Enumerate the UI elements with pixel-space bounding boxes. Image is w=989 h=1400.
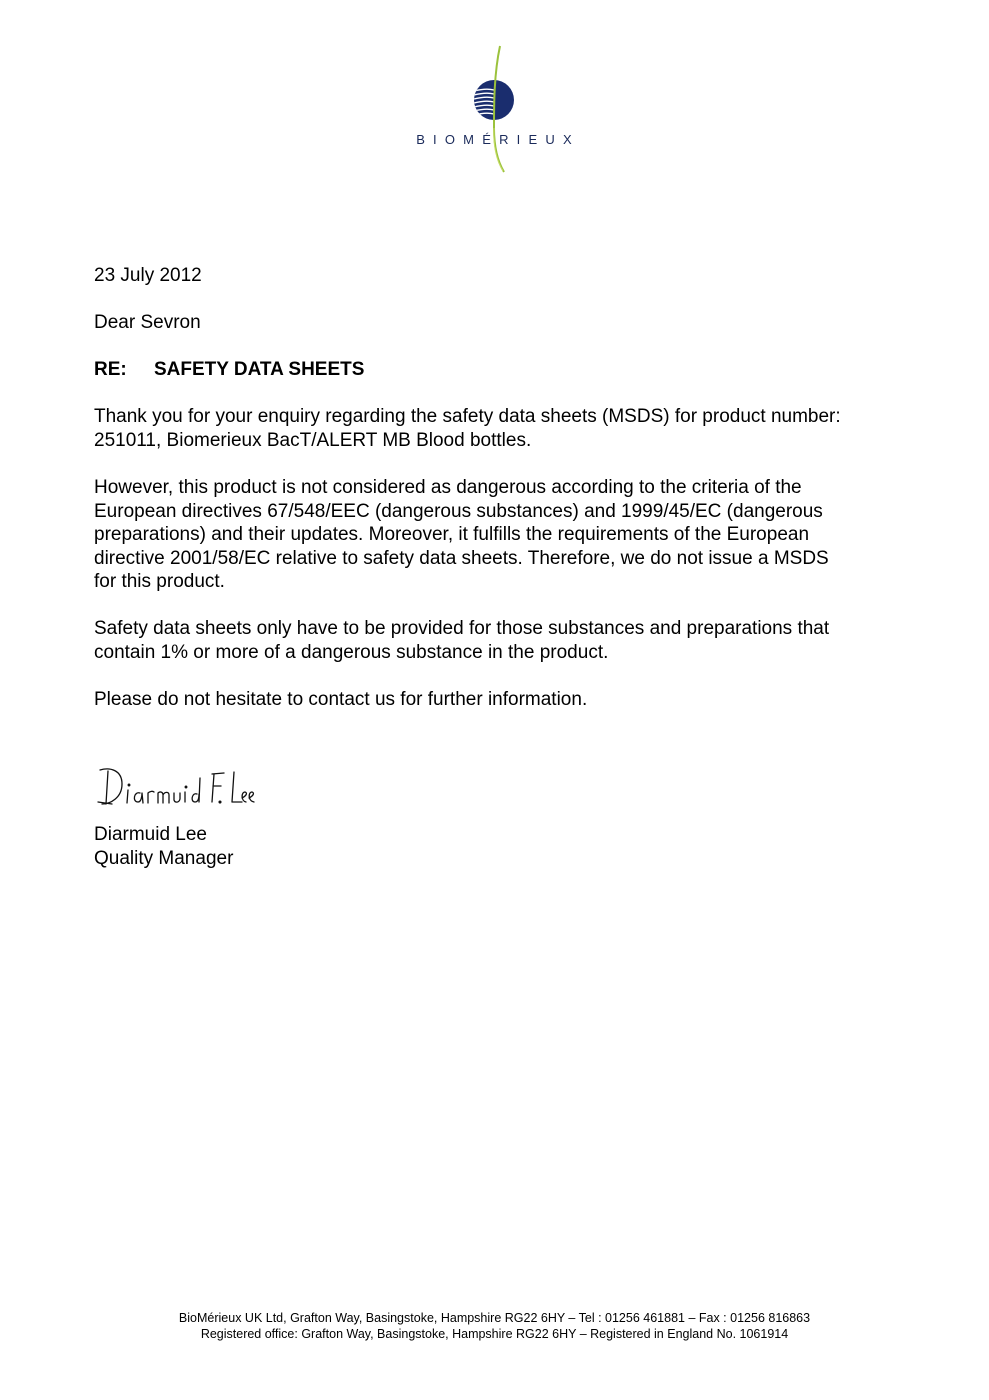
paragraph-line: Safety data sheets only have to be provided for those substances and preparations that xyxy=(94,618,830,639)
paragraph-line: European directives 67/548/EEC (dangerous substances) and 1999/45/EC (dangerous xyxy=(94,500,823,522)
subject-text: SAFETY DATA SHEETS xyxy=(154,359,365,380)
paragraph-closing xyxy=(94,688,587,712)
logo-wordmark: BIOMÉRIEUX xyxy=(416,132,580,147)
paragraph-line: for this product. xyxy=(94,571,225,592)
paragraph-line: contain 1% or more of a dangerous substance in the product. xyxy=(94,641,609,663)
paragraph-enquiry xyxy=(94,405,841,452)
footer-address: BioMérieux UK Ltd, Grafton Way, Basingstoke, Hampshire RG22 6HY – Tel : 01256 461881 – Fax : 01256 816863 xyxy=(178,1311,811,1325)
company-logo xyxy=(390,44,600,176)
handwritten-signature xyxy=(96,764,256,815)
paragraph-line: 251011, Biomerieux BacT/ALERT MB Blood bottles. xyxy=(94,429,532,451)
paragraph-line: However, this product is not considered as dangerous according to the criteria of the xyxy=(94,477,802,498)
paragraph-line: directive 2001/58/EC relative to safety data sheets. Therefore, we do not issue a MSDS xyxy=(94,547,829,569)
paragraph-line: Please do not hesitate to contact us for further information. xyxy=(94,689,588,710)
subject-label: RE: xyxy=(94,359,127,380)
paragraph-classification xyxy=(94,476,829,594)
paragraph-line: preparations) and their updates. Moreover, it fulfills the requirements of the European xyxy=(94,524,810,545)
signatory-title: Quality Manager xyxy=(94,847,234,869)
paragraph-requirements xyxy=(94,617,829,664)
letter-date: 23 July 2012 xyxy=(94,265,202,286)
paragraph-line: Thank you for your enquiry regarding the safety data sheets (MSDS) for product number: xyxy=(94,406,841,427)
signatory-name: Diarmuid Lee xyxy=(94,824,207,845)
signatory-block xyxy=(94,823,233,870)
footer-registration: Registered office: Grafton Way, Basingstoke, Hampshire RG22 6HY – Registered in England No. 1061914 xyxy=(200,1327,789,1341)
salutation: Dear Sevron xyxy=(94,312,201,333)
biomerieux-globe-icon xyxy=(390,44,600,176)
subject-line xyxy=(94,358,364,382)
